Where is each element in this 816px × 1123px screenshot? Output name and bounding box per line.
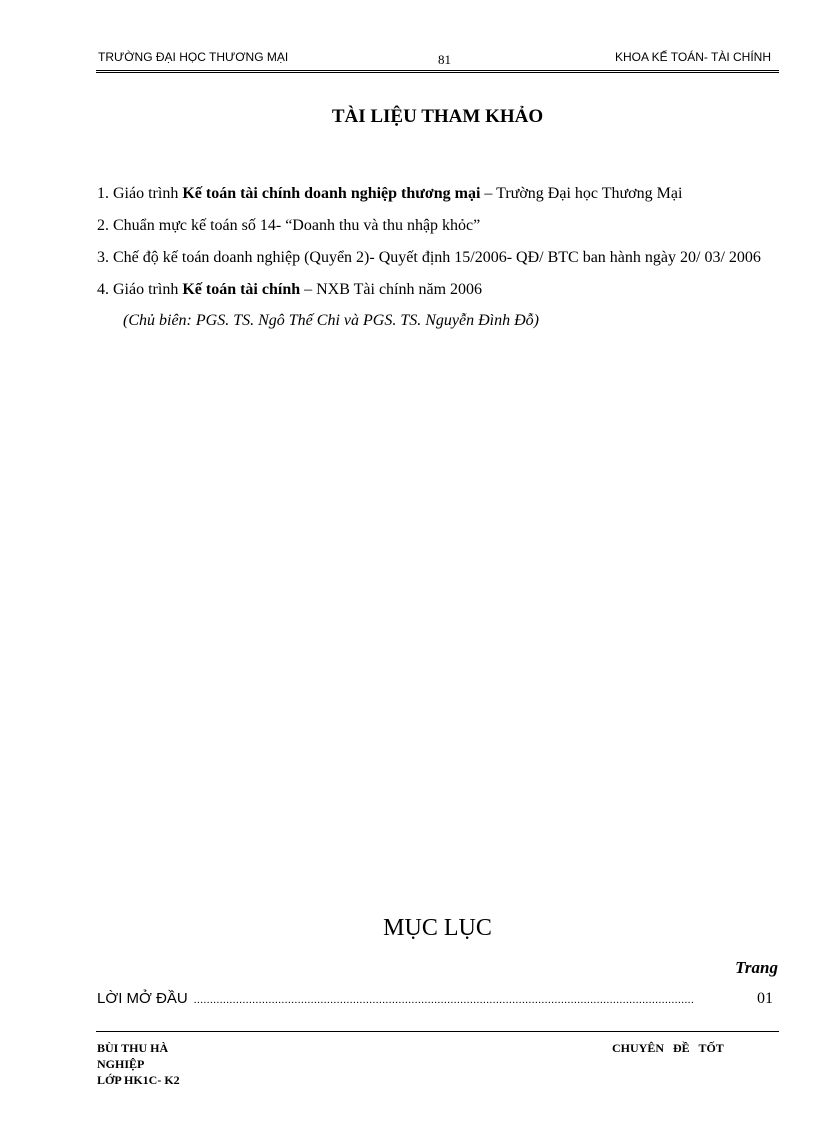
header-divider [96, 70, 779, 73]
footer-class: LỚP HK1C- K2 [97, 1073, 180, 1087]
header-page-number: 81 [438, 52, 451, 67]
toc-page-header: Trang [735, 958, 778, 977]
footer-thesis-line2: NGHIỆP [97, 1057, 145, 1071]
reference-item: 4. Giáo trình Kế toán tài chính – NXB Tài chính năm 2006 [97, 281, 483, 298]
header-faculty: KHOA KẾ TOÁN- TÀI CHÍNH [614, 50, 771, 64]
header-school: TRƯỜNG ĐẠI HỌC THƯƠNG MẠI [98, 50, 289, 64]
reference-item: 2. Chuẩn mực kế toán số 14- “Doanh thu và thu nhập khỏc” [97, 217, 481, 234]
page-header [96, 48, 779, 70]
references-title: TÀI LIỆU THAM KHẢO [331, 106, 544, 127]
toc-entry-label: LỜI MỞ ĐẦU [97, 990, 188, 1007]
toc-entry [97, 990, 773, 1012]
toc-entry-leader: .......................................................................................................................................................... [193, 994, 695, 1006]
reference-item: 1. Giáo trình Kế toán tài chính doanh nghiệp thương mại – Trường Đại học Thương Mại [97, 185, 683, 202]
toc-entry-page: 01 [757, 990, 773, 1007]
footer-thesis: CHUYÊN ĐỀ TỐT [612, 1041, 724, 1055]
footer-author: BÙI THU HÀ [97, 1041, 169, 1055]
toc-title: MỤC LỤC [383, 915, 492, 941]
footer-left [97, 1040, 180, 1088]
footer-divider [96, 1031, 779, 1032]
reference-note: (Chủ biên: PGS. TS. Ngô Thế Chi và PGS. TS. Nguyễn Đình Đỗ) [123, 312, 539, 329]
reference-item: 3. Chế độ kế toán doanh nghiệp (Quyển 2)- Quyết định 15/2006- QĐ/ BTC ban hành ngày 20/ 03/ 2006 [97, 249, 761, 266]
references-list [97, 178, 776, 334]
